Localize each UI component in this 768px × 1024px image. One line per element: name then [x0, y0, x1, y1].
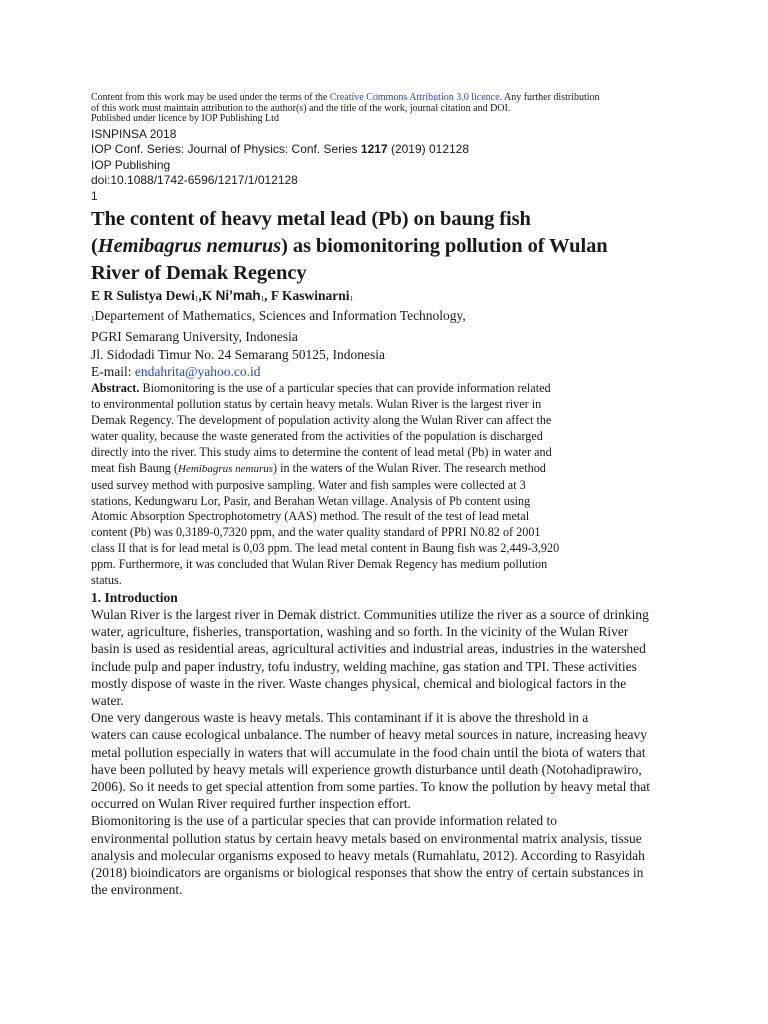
abstract-line: content (Pb) was 0,3189-0,7320 ppm, and the water quality standard of PPRI N0.82 of 2001: [91, 525, 541, 540]
affiliation-marker: 1: [91, 315, 95, 323]
publisher: IOP Publishing: [91, 157, 171, 172]
cc-licence-link[interactable]: Creative Commons Attribution 3.0 licence: [329, 92, 500, 103]
licence-line-1: [91, 93, 671, 104]
author-name: E R Sulistya Dewi: [91, 288, 195, 303]
page-number: 1: [91, 188, 98, 203]
abstract-text: ) in the waters of the Wulan River. The research method: [273, 460, 546, 475]
affiliation-text: Departement of Mathematics, Sciences and Information Technology,: [94, 308, 466, 323]
body-line: 2006). So it needs to get special attention from some parties. To know the pollution by heavy metal that: [91, 779, 650, 794]
abstract-text: Biomonitoring is the use of a particular species that can provide information related: [139, 381, 551, 396]
abstract-line: Demak Regency. The development of population activity along the Wulan River can affect the: [91, 413, 552, 427]
affiliation-line: [91, 307, 671, 328]
licence-text: Content from this work may be used under the terms of the: [91, 92, 330, 103]
author-name: K: [201, 288, 216, 303]
body-line: the environment.: [91, 882, 183, 898]
body-line: include pulp and paper industry, tofu industry, welding machine, gas station and TPI. These activities: [91, 658, 637, 674]
affiliation-line: PGRI Semarang University, Indonesia: [91, 329, 298, 345]
abstract-line: [91, 381, 671, 396]
introduction-body: [91, 606, 671, 898]
conference-name: ISNPINSA 2018: [91, 126, 177, 141]
body-line: waters can cause ecological unbalance. The number of heavy metal sources in nature, increasing heavy: [91, 727, 648, 743]
abstract-line: class II that is for lead metal is 0,03 ppm. The lead metal content in Baung fish was 2,449-3,920: [91, 541, 560, 556]
abstract-line: to environmental pollution status by certain heavy metals. Wulan River is the largest river in: [91, 397, 542, 412]
title-text: ) as biomonitoring pollution of Wulan: [281, 235, 608, 257]
affiliation-address: Jl. Sidodadi Timur No. 24 Semarang 50125, Indonesia: [91, 346, 385, 362]
body-line: environmental pollution status by certain heavy metals based on environmental matrix analysis, tissue: [91, 830, 642, 846]
abstract-line: ppm. Furthermore, it was concluded that Wulan River Demak Regency has medium pollution: [91, 557, 548, 572]
affiliation-marker: 1: [260, 295, 265, 303]
abstract-line: [91, 461, 671, 477]
author-separator: ,: [198, 288, 202, 303]
licence-notice: [91, 93, 671, 125]
author-separator: ,: [264, 288, 271, 303]
abstract-text: meat fish Baung (: [91, 460, 178, 475]
title-text: River of Demak Regency: [91, 262, 307, 284]
abstract-line: directly into the river. This study aims to determine the content of lead metal (Pb) in water and: [91, 444, 552, 459]
affiliation-marker: 1: [194, 295, 199, 303]
journal-meta: [91, 127, 671, 205]
abstract: [91, 381, 671, 588]
abstract-line: Atomic Absorption Spectrophotometry (AAS) method. The result of the test of lead metal: [91, 509, 530, 524]
body-line: analysis and molecular organisms exposed to heavy metals (Rumahlatu, 2012). According to Rasyidah: [91, 847, 645, 863]
body-line: (2018) bioindicators are organisms or biological responses that show the entry of certain substances in: [91, 865, 644, 881]
abstract-species: Hemibagrus nemurus: [178, 462, 274, 475]
abstract-line: stations, Kedungwaru Lor, Pasir, and Berahan Wetan village. Analysis of Pb content using: [91, 493, 531, 508]
body-line: Wulan River is the largest river in Demak district. Communities utilize the river as a source of drinking: [91, 606, 649, 622]
body-line: mostly dispose of waste in the river. Waste changes physical, chemical and biological factors in the: [91, 675, 627, 691]
abstract-line: used survey method with purposive sampling. Water and fish samples were collected at 3: [91, 477, 526, 492]
licence-text: . Any further distribution: [499, 92, 600, 103]
body-line: metal pollution especially in waters that will accumulate in the food chain until the biota of waters that: [91, 744, 646, 760]
abstract-label: Abstract.: [91, 381, 140, 396]
title-species: Hemibagrus nemurus: [97, 235, 282, 257]
doi: doi:10.1088/1742-6596/1217/1/012128: [91, 173, 298, 187]
abstract-line: water quality, because the waste generated from the activities of the population is discharged: [91, 428, 543, 443]
licence-line-3: Published under licence by IOP Publishing Ltd: [91, 113, 279, 124]
body-line: water.: [91, 692, 124, 708]
title-text: (: [91, 235, 98, 257]
licence-line-2: of this work must maintain attribution to the author(s) and the title of the work, journal citation and DOI.: [91, 102, 511, 114]
email-link[interactable]: endahrita@yahoo.co.id: [134, 363, 261, 379]
series-text: IOP Conf. Series: Journal of Physics: Conf. Series: [91, 142, 361, 156]
author-name: F Kaswinarni: [270, 288, 350, 303]
body-line: basin is used as residential areas, agricultural activities and industrial areas, industries in the watershed: [91, 641, 646, 657]
abstract-line: status.: [91, 573, 122, 588]
author-name: Ni’mah: [215, 288, 261, 303]
body-line: One very dangerous waste is heavy metals. This contaminant if it is above the threshold in a: [91, 710, 589, 726]
email-line: [91, 363, 671, 380]
body-line: water, agriculture, fisheries, transportation, washing and so forth. In the vicinity of the Wulan River: [91, 624, 629, 640]
series-line: [91, 142, 671, 158]
paper-title: [91, 206, 671, 287]
affiliation-block: [91, 307, 671, 380]
body-line: Biomonitoring is the use of a particular species that can provide information related to: [91, 813, 557, 829]
affiliation-marker: 1: [349, 295, 354, 303]
series-volume: 1217: [360, 142, 388, 156]
paper-page: [91, 93, 671, 898]
author-list: [91, 288, 671, 307]
email-label: E-mail:: [91, 363, 135, 379]
body-line: have been polluted by heavy metals will experience growth disturbance until death (Notohadiprawiro,: [91, 761, 642, 777]
series-text: (2019) 012128: [387, 142, 470, 156]
body-line: occurred on Wulan River required further inspection effort.: [91, 796, 411, 812]
section-heading-introduction: 1. Introduction: [91, 589, 178, 605]
title-text: The content of heavy metal lead (Pb) on baung fish: [91, 208, 531, 230]
